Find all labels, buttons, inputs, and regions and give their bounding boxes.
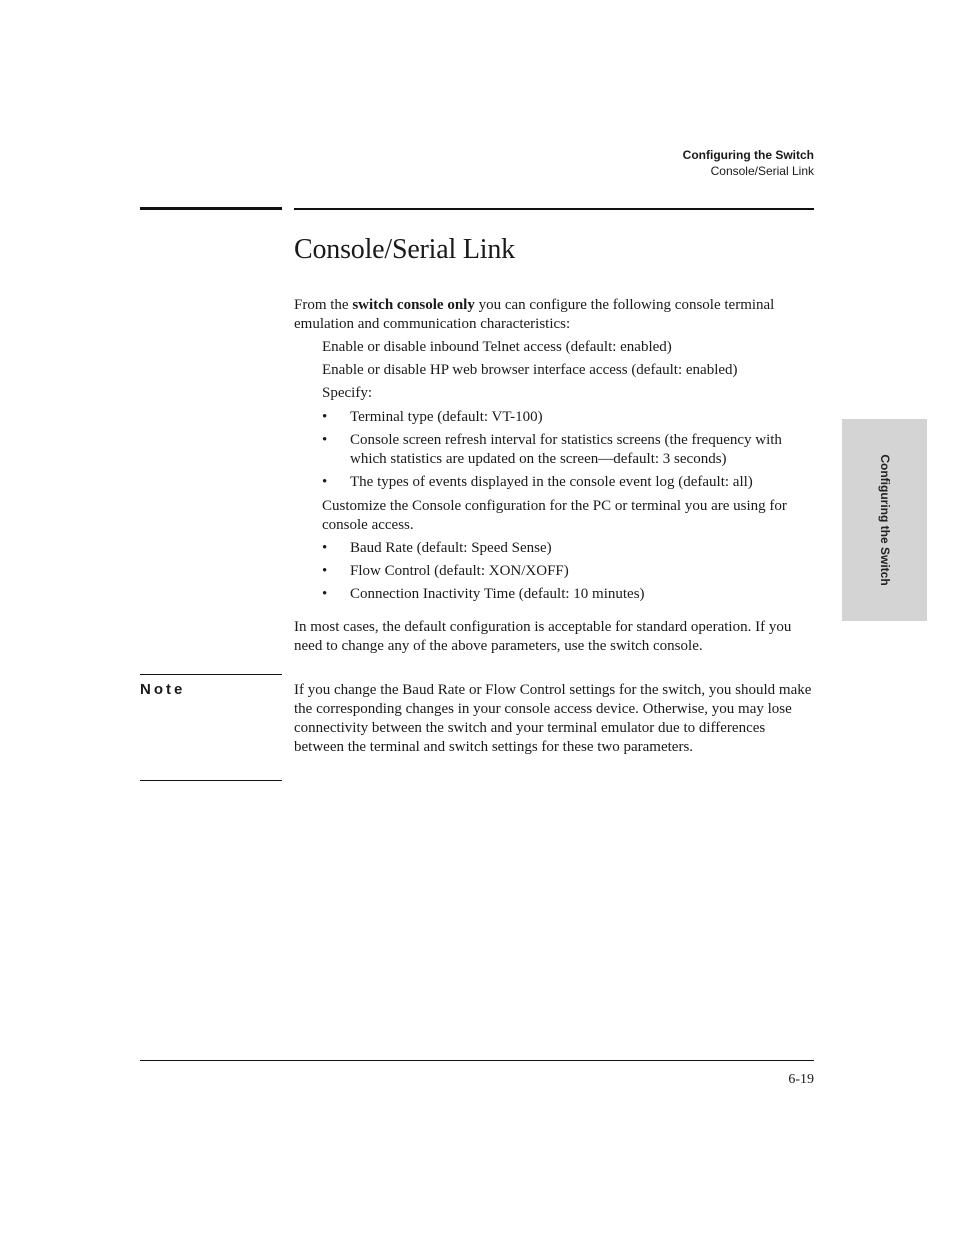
- bullet-glyph: •: [322, 540, 328, 556]
- bullet-glyph: •: [322, 586, 328, 602]
- bullet-glyph: •: [322, 474, 328, 490]
- chapter-side-tab: [842, 419, 927, 621]
- item-telnet: Enable or disable inbound Telnet access (default: enabled): [322, 339, 672, 355]
- header-rule-main: [294, 208, 814, 210]
- bullet-text: Connection Inactivity Time (default: 10 minutes): [350, 586, 645, 602]
- note-text: If you change the Baud Rate or Flow Control settings for the switch, you should make the corresponding changes in your console access device. Otherwise, you may lose connectivity between the switch and your terminal emulator due to differences between the terminal and switch settings for these two parameters.: [294, 682, 812, 755]
- header-rule-left: [140, 207, 282, 210]
- intro-paragraph: [294, 296, 816, 334]
- item-specify: Specify:: [322, 385, 372, 401]
- item-customize: Customize the Console configuration for the PC or terminal you are using for console access.: [322, 498, 787, 533]
- page-title: Console/Serial Link: [294, 234, 515, 265]
- bullet-text: The types of events displayed in the console event log (default: all): [350, 474, 753, 490]
- bullet-text: Flow Control (default: XON/XOFF): [350, 563, 569, 579]
- running-head-section: Console/Serial Link: [710, 164, 814, 178]
- note-label: Note: [140, 681, 186, 698]
- intro-prefix: From the: [294, 297, 353, 313]
- page-number: 6-19: [788, 1072, 814, 1087]
- bullet-text: Baud Rate (default: Speed Sense): [350, 540, 552, 556]
- bullet-text: Console screen refresh interval for statistics screens (the frequency with which statistics are updated on the screen—default: 3 seconds): [350, 432, 782, 467]
- footer-rule: [140, 1060, 814, 1061]
- bullet-glyph: •: [322, 409, 328, 425]
- running-head-chapter: Configuring the Switch: [682, 148, 814, 162]
- intro-bold: switch console only: [352, 297, 475, 313]
- bullet-glyph: •: [322, 563, 328, 579]
- note-rule-bottom: [140, 780, 282, 781]
- closing-paragraph: In most cases, the default configuration is acceptable for standard operation. If you need to change any of the above parameters, use the switch console.: [294, 619, 792, 654]
- side-tab-label: Configuring the Switch: [877, 454, 892, 586]
- running-head: [683, 147, 814, 179]
- bullet-text: Terminal type (default: VT-100): [350, 409, 543, 425]
- bullet-glyph: •: [322, 432, 328, 448]
- item-web: Enable or disable HP web browser interface access (default: enabled): [322, 362, 738, 378]
- intro-suffix: you can configure the following console terminal emulation and communication characteristics:: [294, 297, 775, 332]
- note-rule-top: [140, 674, 282, 675]
